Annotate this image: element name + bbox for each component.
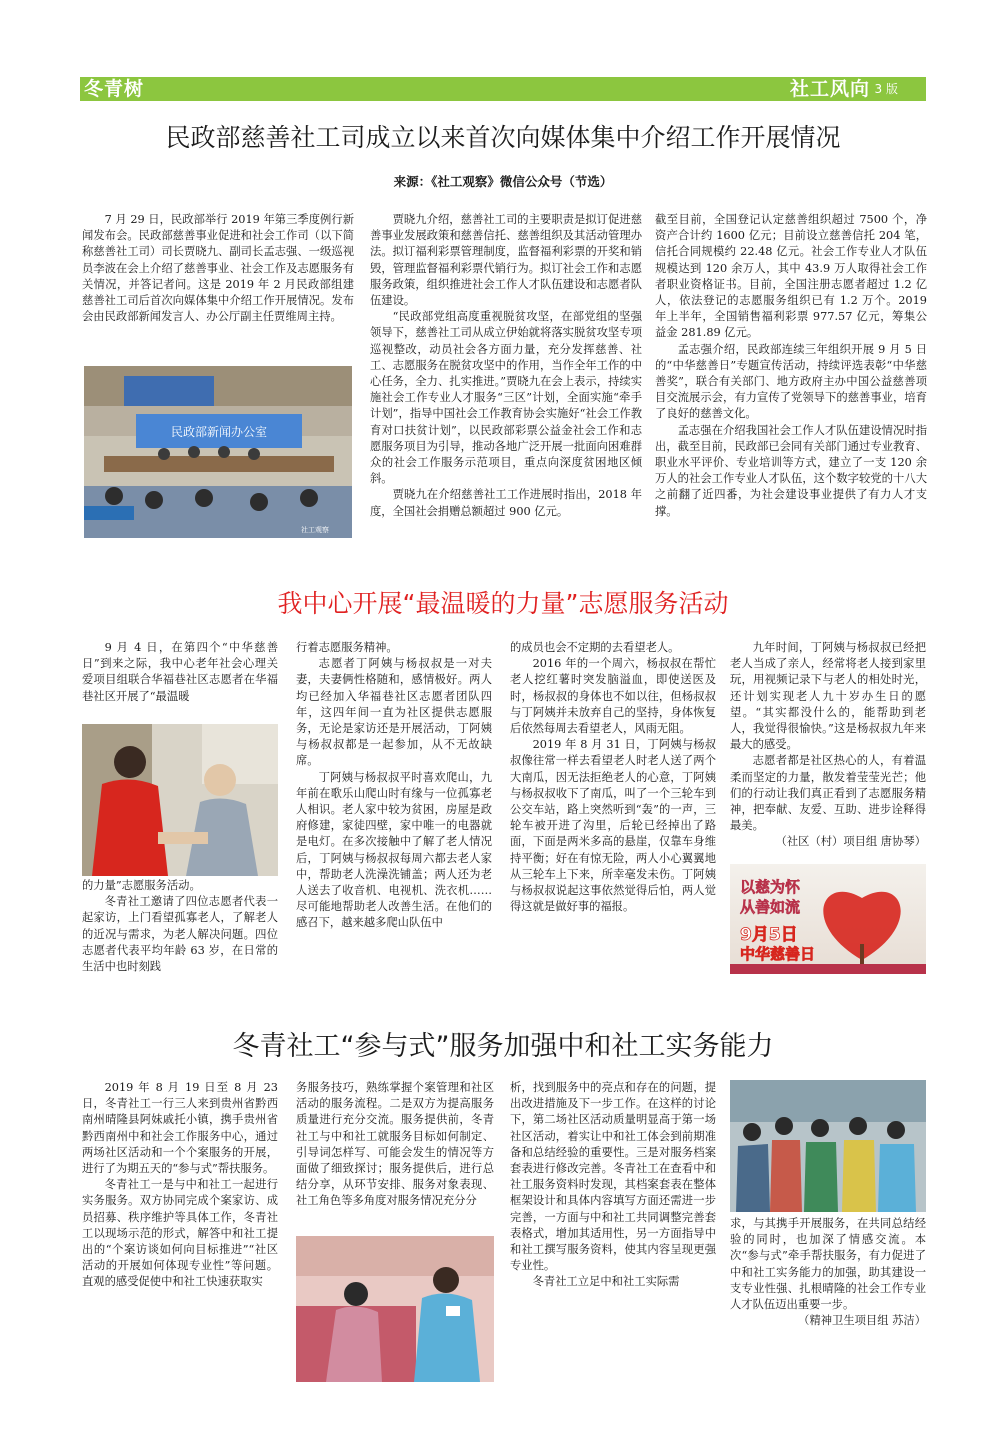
article2-column-3 <box>510 640 716 974</box>
article2-headline: 我中心开展“最温暖的力量”志愿服务活动 <box>277 589 729 618</box>
paragraph: 孟志强介绍，民政部连续三年组织开展 9 月 5 日的“中华慈善日”专题宣传活动，持续评选表彰“中华慈善奖”，联合有关部门、地方政府主办中国公益慈善项目交流展示会，有力宣传了党领导下的慈善事业，培育了良好的慈善文化。 <box>655 342 927 421</box>
article2-column-1-top <box>82 640 278 722</box>
paragraph: 冬青社工邀请了四位志愿者代表一起家访，上门看望孤寡老人，了解老人的近况与需求，为老人解决问题。四位志愿者代表平均年龄 63 岁，在日常的生活中也时刻践 <box>82 895 278 974</box>
paragraph: 贾晓九介绍，慈善社工司的主要职责是拟订促进慈善事业发展政策和慈善信托、慈善组织及其活动管理办法。拟订福利彩票管理制度，监督福利彩票的开奖和销毁，管理监督福利彩票代销行为。拟订社会工作和志愿服务政策，组织推进社会工作人才队伍建设和志愿者队伍建设。 <box>370 213 642 308</box>
article3-signature: （精神卫生项目组 苏洁） <box>798 1314 926 1328</box>
paragraph: 行着志愿服务精神。 <box>296 641 398 654</box>
paragraph: 2019 年 8 月 19 日至 8 月 23 日，冬青社工一行三人来到贵州省黔西南州晴隆县阿妹戚托小镇，携手贵州省黔西南州中和社会工作服务中心，通过两场社区活动和一个个案服务的开展，进行了为期五天的“参与式”帮扶服务。 <box>82 1081 278 1176</box>
article1-column-2 <box>370 212 642 542</box>
paragraph: 孟志强在介绍我国社会工作人才队伍建设情况时指出，截至目前，民政部已会同有关部门通过专业教育、职业水平评价、专业培训等方式，建立了一支 120 余万人的社会工作专业人才队伍，这个数字较党的十八大之前翻了近四番，为社会建设事业提供了有力人才支撑。 <box>655 423 927 518</box>
paragraph: 求，与其携手开展服务，在共同总结经验的同时，也加深了情感交流。本次“参与式”牵手帮扶服务，有力促进了中和社工实务能力的加强，助其建设一支专业性强、扎根晴隆的社会工作专业人才队伍迈出重要一步。 <box>730 1217 926 1312</box>
paragraph: 的力量”志愿服务活动。 <box>82 879 201 892</box>
paragraph: 务服务技巧，熟练掌握个案管理和社区活动的服务流程。二是双方为提高服务质量进行充分交流。服务提供前，冬青社工与中和社工就服务目标如何制定、引导词怎样写、可能会发生的情况等方面做了细致探讨；服务提供后，进行总结分享，从环节安排、服务对象表现、社工角色等多角度对服务情况充分分 <box>296 1081 494 1208</box>
poster-line-2: 从善如流 <box>740 898 801 916</box>
article3-column-3 <box>510 1080 716 1386</box>
photo-watermark: 社工观察 <box>301 526 329 534</box>
volunteer-visit-photo <box>82 724 278 876</box>
paragraph: 7 月 29 日，民政部举行 2019 年第三季度例行新闻发布会。民政部慈善事业促进和社会工作司（以下简称慈善社工司）司长贾晓九、副司长孟志强、一级巡视员李波在会上介绍了慈善事业、社会工作及志愿服务有关情况，并答记者问。这是 2019 年 2 月民政部组建慈善社工司后首次向媒体集中介绍工作开展情况。发布会由民政部新闻发言人、办公厅副主任贾维周主持。 <box>82 213 354 324</box>
community-activity-photo <box>730 1080 926 1212</box>
article3-column-2 <box>296 1080 494 1228</box>
article2-column-2 <box>296 640 492 974</box>
article3-column-1 <box>82 1080 278 1386</box>
paragraph: 9 月 4 日，在第四个“中华慈善日”到来之际，我中心老年社会心理关爱项目组联合华福巷社区志愿者在华福巷社区开展了“最温暖 <box>82 641 278 703</box>
paragraph: 冬青社工立足中和社工实际需 <box>532 1275 680 1289</box>
photo-backdrop-sign: 民政部新闻办公室 <box>170 425 268 439</box>
article1-column-1 <box>82 212 354 362</box>
paragraph: 志愿者丁阿姨与杨叔叔是一对夫妻，夫妻俩性格随和，感情极好。两人均已经加入华福巷社区志愿者团队四年，这四年间一直为社区提供志愿服务，无论是家访还是开展活动，丁阿姨与杨叔叔都是一起参加，从不无故缺席。 <box>296 657 492 768</box>
section-brand-left: 冬青树 <box>84 78 145 100</box>
article3-column-4 <box>730 1216 926 1386</box>
poster-line-1: 以慈为怀 <box>740 878 801 896</box>
paragraph: 析，找到服务中的亮点和存在的问题，提出改进措施及下一步工作。在这样的讨论下，第二场社区活动质量明显高于第一场社区活动，着实让中和社工体会到前期准备和总结经验的重要性。三是对服务档案套表进行修改完善。冬青社工在查看中和社工服务资料时发现，其档案套表在整体框架设计和具体内容填写方面还需进一步完善，一方面与中和社工共同调整完善套表格式，增加其适用性，另一方面指导中和社工撰写服务资料，使其内容呈现更强专业性。 <box>510 1081 716 1273</box>
poster-name: 中华慈善日 <box>740 945 816 963</box>
paragraph: 截至目前，全国登记认定慈善组织超过 7500 个，净资产合计约 1600 亿元；目前设立慈善信托 204 笔，信托合同规模约 22.48 亿元。社会工作专业人才队伍规模达到 120 余万人，其中 43.9 万人取得社会工作者职业资格证书。目前，全国注册志愿者超过 1.2 亿人，依法登记的志愿服务组织已有 1.2 万个。2019 年上半年，全国销售福利彩票 977.57 亿元，筹集公益金 281.89 亿元。 <box>655 213 927 340</box>
paragraph: 2019 年 8 月 31 日，丁阿姨与杨叔叔像往常一样去看望老人时老人送了两个大南瓜，因无法拒绝老人的心意，丁阿姨与杨叔叔收下了南瓜，叫了一个三轮车到公交车站，路上突然听到“轰”的一声，三轮车被开进了沟里，后轮已经掉出了路面，下面是两米多高的悬崖，仅靠车身维持平衡；好在有惊无险，两人小心翼翼地从三轮车上下来，所幸毫发未伤。丁阿姨与杨叔叔说起这事依然觉得后怕，两人觉得这就是做好事的福报。 <box>510 738 716 914</box>
paragraph: 志愿者都是社区热心的人，有着温柔而坚定的力量，散发着莹莹光芒；他们的行动让我们真正看到了志愿服务精神，把奉献、友爱、互助、进步诠释得最美。 <box>730 754 926 833</box>
article1-column-3 <box>655 212 927 542</box>
paragraph: 贾晓九在介绍慈善社工工作进展时指出，2018 年度，全国社会捐赠总额超过 900 亿元。 <box>370 488 642 518</box>
article2-column-1-bottom <box>82 878 278 974</box>
article3-headline: 冬青社工“参与式”服务加强中和社工实务能力 <box>232 1031 774 1062</box>
paragraph: 的成员也会不定期的去看望老人。 <box>510 641 680 654</box>
article2-column-4 <box>730 640 926 856</box>
page-number: 3 版 <box>874 82 898 96</box>
article1-headline: 民政部慈善社工司成立以来首次向媒体集中介绍工作开展情况 <box>165 123 841 152</box>
paragraph: 2016 年的一个周六，杨叔叔在帮忙老人挖红薯时突发脑溢血，即使送医及时，杨叔叔的身体也不如以往，但杨叔叔与丁阿姨并未放弃自己的坚持，身体恢复后依然每周去看望老人，风雨无阻。 <box>510 657 716 736</box>
paragraph: “民政部党组高度重视脱贫攻坚，在部党组的坚强领导下，慈善社工司从成立伊始就将落实脱贫攻坚专项巡视整改，动员社会各方面力量，充分发挥慈善、社工、志愿服务在脱贫攻坚中的作用，当作全年工作的中心任务，全力、扎实推进。”贾晓九在会上表示，持续实施社会工作专业人才服务“三区”计划，全面实施“牵手计划”，指导中国社会工作教育协会实施好“社会工作教育对口扶贫计划”，以民政部彩票公益金社会工作和志愿服务项目为引导，推动各地广泛开展一批面向困难群众的社会工作服务示范项目，重点向深度贫困地区倾斜。 <box>370 310 642 486</box>
paragraph: 九年时间，丁阿姨与杨叔叔已经把老人当成了亲人，经常将老人接到家里玩，用视频记录下与老人的相处时光，还计划实现老人九十岁办生日的愿望。“其实都没什么的，能帮助到老人，我觉得很愉快。”这是杨叔叔九年来最大的感受。 <box>730 641 926 752</box>
page-header-banner <box>80 77 926 101</box>
paragraph: 冬青社工一是与中和社工一起进行实务服务。双方协同完成个案家访、成员招募、秩序维护等具体工作，冬青社工以现场示范的形式，解答中和社工提出的“个案访谈如何向目标推进”“社区活动的开展如何体现专业性”等问题。直观的感受促使中和社工快速获取实 <box>82 1178 278 1289</box>
article1-source: 来源：《社工观察》微信公众号（节选） <box>393 174 613 189</box>
poster-date: 9月5日 <box>740 925 798 945</box>
charity-day-poster <box>730 864 926 974</box>
article2-signature: （社区（村）项目组 唐协琴） <box>775 835 926 849</box>
home-visit-photo <box>296 1236 494 1382</box>
section-brand-right: 社工风向 <box>789 78 870 100</box>
press-conference-photo <box>84 366 352 538</box>
paragraph: 丁阿姨与杨叔叔平时喜欢爬山，九年前在歌乐山爬山时有缘与一位孤寡老人相识。老人家中较为贫困，房屋是政府修建，家徒四壁，家中唯一的电器就是电灯。在多次接触中了解了老人情况后，丁阿姨与杨叔叔每周六都去老人家中，帮助老人洗澡洗铺盖；两人还为老人送去了收音机、电视机、洗衣机……尽可能地帮助老人改善生活。在他们的感召下，越来越多爬山队伍中 <box>296 770 492 930</box>
